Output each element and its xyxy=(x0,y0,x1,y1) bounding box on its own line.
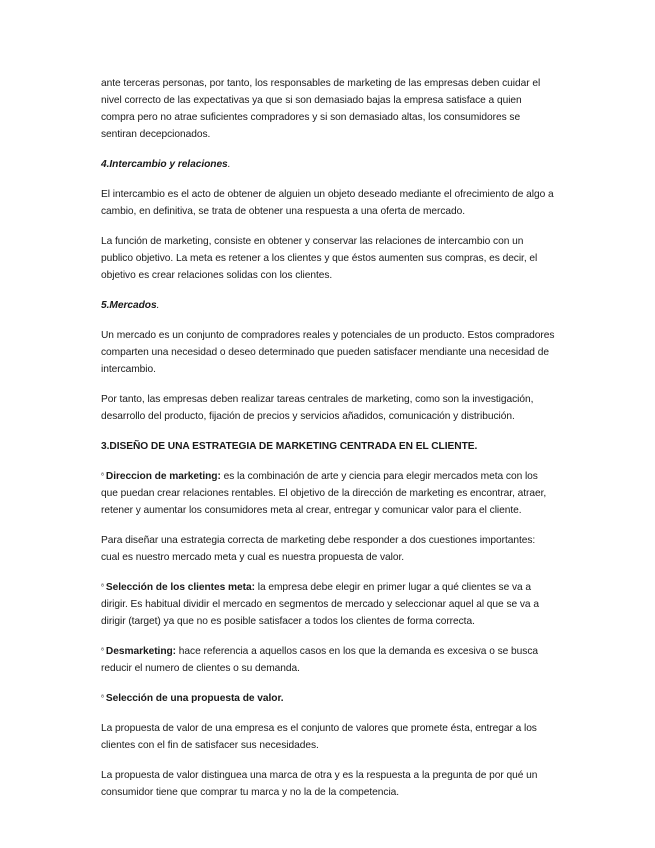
heading-text: Intercambio y relaciones xyxy=(109,159,228,170)
bullet-text: es la combinación de arte y ciencia para elegir mercados meta con los que puedan crear relaciones rentables. El objetivo de la dirección de marketing es encontrar, atraer, retener y aumentar los consumidores meta al crear, entregar y comunicar valor para el cliente. xyxy=(101,471,547,516)
paragraph-intercambio: El intercambio es el acto de obtener de alguien un objeto deseado mediante el ofrecimiento de algo a cambio, en definitiva, se trata de obtener una respuesta a una oferta de mercado. xyxy=(101,189,554,217)
paragraph-funcion-marketing: La función de marketing, consiste en obtener y conservar las relaciones de intercambio con un publico objetivo. La meta es retener a los clientes y que éstos aumenten sus compras, es decir, el objetivo es crear relaciones solidas con los clientes. xyxy=(101,236,538,281)
bullet-label: Selección de una propuesta de valor. xyxy=(105,693,284,704)
section-title-diseno-estrategia: 3.DISEÑO DE UNA ESTRATEGIA DE MARKETING CENTRADA EN EL CLIENTE. xyxy=(101,441,478,452)
paragraph-propuesta-distingue: La propuesta de valor distinguea una marca de otra y es la respuesta a la pregunta de por qué un consumidor tiene que comprar tu marca y no la de la competencia. xyxy=(101,770,538,798)
bullet-text: hace referencia a aquellos casos en los que la demanda es excesiva o se busca reducir el numero de clientes o su demanda. xyxy=(101,646,538,674)
bullet-label: Desmarketing: xyxy=(105,646,177,657)
bullet-label: Direccion de marketing: xyxy=(105,471,221,482)
bullet-seleccion-clientes xyxy=(101,579,556,630)
bullet-icon: ⁸ xyxy=(101,694,104,701)
bullet-propuesta-valor xyxy=(101,690,556,707)
paragraph-disenar-estrategia: Para diseñar una estrategia correcta de marketing debe responder a dos cuestiones importantes: cual es nuestro mercado meta y cual es nuestra propuesta de valor. xyxy=(101,535,536,563)
paragraph-mercado-definicion: Un mercado es un conjunto de compradores reales y potenciales de un producto. Estos compradores comparten una necesidad o deseo determinado que pueden satisfacer mendiante una necesidad de intercambio. xyxy=(101,330,555,375)
bullet-text: la empresa debe elegir en primer lugar a qué clientes se va a dirigir. Es habitual dividir el mercado en segmentos de mercado y seleccionar aquel al que se va a dirigir (target) ya que no es posible satisfacer a todos los clientes de forma correcta. xyxy=(101,582,539,627)
heading-tail: . xyxy=(156,300,160,311)
heading-text: Mercados xyxy=(109,300,157,311)
paragraph-expectativas: ante terceras personas, por tanto, los responsables de marketing de las empresas deben cuidar el nivel correcto de las expectativas ya que si son demasiado bajas la empresa satisface a quien compra pero no atrae suficientes compradores y si son demasiado altas, los consumidores se sentiran decepcionados. xyxy=(101,78,541,140)
heading-number: 4. xyxy=(101,159,110,170)
document-body xyxy=(101,75,556,814)
bullet-label: Selección de los clientes meta: xyxy=(105,582,255,593)
heading-number: 5. xyxy=(101,300,110,311)
heading-mercados xyxy=(101,297,556,314)
bullet-direccion-marketing xyxy=(101,468,556,519)
heading-tail: . xyxy=(227,159,231,170)
heading-intercambio xyxy=(101,156,556,173)
bullet-desmarketing xyxy=(101,643,556,677)
paragraph-tareas-centrales: Por tanto, las empresas deben realizar tareas centrales de marketing, como son la investigación, desarrollo del producto, fijación de precios y servicios añadidos, comunicación y distribución. xyxy=(101,394,534,422)
bullet-icon: ⁸ xyxy=(101,583,104,590)
bullet-icon: ⁸ xyxy=(101,472,104,479)
paragraph-propuesta-definicion: La propuesta de valor de una empresa es el conjunto de valores que promete ésta, entregar a los clientes con el fin de satisfacer sus necesidades. xyxy=(101,723,537,751)
bullet-icon: ⁸ xyxy=(101,647,104,654)
